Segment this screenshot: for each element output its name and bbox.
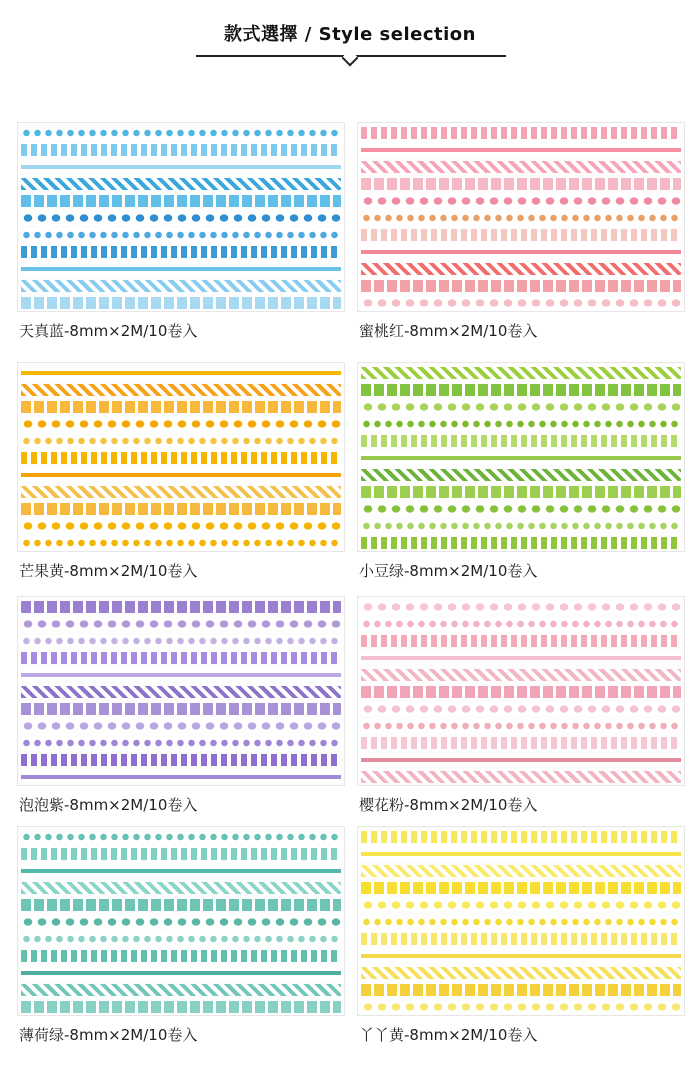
tape-strip xyxy=(361,127,681,139)
tape-strip xyxy=(21,865,341,877)
tape-swatch xyxy=(357,596,685,786)
tape-strip xyxy=(21,686,341,698)
tape-strip xyxy=(21,367,341,379)
tape-swatch xyxy=(17,362,345,552)
tape-strip xyxy=(361,280,681,292)
tape-strip xyxy=(21,933,341,945)
tape-strip xyxy=(21,737,341,749)
style-panel-mangguohuang[interactable] xyxy=(17,362,345,580)
tape-strip xyxy=(361,418,681,430)
tape-strip xyxy=(21,161,341,173)
tape-strip xyxy=(361,601,681,613)
tape-strip xyxy=(361,720,681,732)
style-label: 薄荷绿-8mm×2M/10卷入 xyxy=(19,1026,198,1044)
style-label: 天真蓝-8mm×2M/10卷入 xyxy=(19,322,198,340)
tape-strip xyxy=(361,635,681,647)
tape-strip xyxy=(361,367,681,379)
tape-strip xyxy=(21,178,341,190)
tape-strip xyxy=(361,865,681,877)
tape-strip xyxy=(21,720,341,732)
tape-swatch xyxy=(357,122,685,312)
tape-strip xyxy=(21,486,341,498)
tape-strip xyxy=(21,899,341,911)
tape-strip xyxy=(21,452,341,464)
tape-strip xyxy=(21,503,341,515)
tape-strip xyxy=(361,161,681,173)
style-label: 丫丫黄-8mm×2M/10卷入 xyxy=(359,1026,538,1044)
tape-strip xyxy=(361,703,681,715)
tape-strip xyxy=(21,229,341,241)
tape-strip xyxy=(361,144,681,156)
tape-strip xyxy=(361,899,681,911)
tape-strip xyxy=(361,384,681,396)
tape-strip xyxy=(21,635,341,647)
tape-strip xyxy=(21,384,341,396)
style-panel-mitaohong[interactable] xyxy=(357,122,685,340)
style-label: 樱花粉-8mm×2M/10卷入 xyxy=(359,796,538,814)
tape-strip xyxy=(361,401,681,413)
tape-strip xyxy=(21,831,341,843)
style-panel-yinghuafen[interactable] xyxy=(357,596,685,814)
style-panel-xiaodoulv[interactable] xyxy=(357,362,685,580)
tape-strip xyxy=(361,263,681,275)
tape-swatch xyxy=(357,362,685,552)
tape-strip xyxy=(361,212,681,224)
tape-strip xyxy=(361,848,681,860)
tape-swatch xyxy=(357,826,685,1016)
tape-strip xyxy=(21,669,341,681)
tape-strip xyxy=(21,703,341,715)
style-panel-tianzhenlan[interactable] xyxy=(17,122,345,340)
section-header xyxy=(0,0,700,70)
style-panel-yayahuang[interactable] xyxy=(357,826,685,1044)
style-label: 蜜桃红-8mm×2M/10卷入 xyxy=(359,322,538,340)
tape-strip xyxy=(21,212,341,224)
tape-swatch xyxy=(17,122,345,312)
style-panel-bohelv[interactable] xyxy=(17,826,345,1044)
tape-strip xyxy=(361,1001,681,1013)
tape-strip xyxy=(21,418,341,430)
tape-strip xyxy=(361,503,681,515)
style-label: 泡泡紫-8mm×2M/10卷入 xyxy=(19,796,198,814)
tape-strip xyxy=(21,195,341,207)
tape-strip xyxy=(21,984,341,996)
tape-strip xyxy=(21,771,341,783)
tape-strip xyxy=(21,601,341,613)
tape-strip xyxy=(361,831,681,843)
style-label: 芒果黄-8mm×2M/10卷入 xyxy=(19,562,198,580)
tape-strip xyxy=(361,652,681,664)
tape-strip xyxy=(21,297,341,309)
tape-strip xyxy=(361,435,681,447)
tape-strip xyxy=(361,933,681,945)
tape-strip xyxy=(361,469,681,481)
tape-strip xyxy=(361,882,681,894)
tape-strip xyxy=(21,435,341,447)
tape-strip xyxy=(361,686,681,698)
tape-strip xyxy=(361,520,681,532)
tape-strip xyxy=(361,669,681,681)
tape-strip xyxy=(361,486,681,498)
tape-strip xyxy=(361,178,681,190)
tape-strip xyxy=(361,297,681,309)
tape-strip xyxy=(21,950,341,962)
tape-strip xyxy=(21,144,341,156)
tape-strip xyxy=(361,537,681,549)
page-title: 款式選擇 / Style selection xyxy=(224,24,476,45)
tape-strip xyxy=(21,520,341,532)
style-panel-paopaozi[interactable] xyxy=(17,596,345,814)
tape-strip xyxy=(21,280,341,292)
tape-swatch xyxy=(17,826,345,1016)
tape-strip xyxy=(21,263,341,275)
tape-strip xyxy=(361,916,681,928)
tape-strip xyxy=(361,984,681,996)
tape-swatch xyxy=(17,596,345,786)
title-underline-notch xyxy=(342,50,359,67)
tape-strip xyxy=(361,452,681,464)
tape-strip xyxy=(21,967,341,979)
tape-strip xyxy=(21,754,341,766)
tape-strip xyxy=(21,401,341,413)
tape-strip xyxy=(21,537,341,549)
tape-strip xyxy=(361,195,681,207)
tape-strip xyxy=(361,950,681,962)
tape-strip xyxy=(361,618,681,630)
tape-strip xyxy=(361,246,681,258)
style-label: 小豆绿-8mm×2M/10卷入 xyxy=(359,562,538,580)
tape-strip xyxy=(361,771,681,783)
tape-strip xyxy=(21,618,341,630)
tape-strip xyxy=(361,229,681,241)
tape-strip xyxy=(21,1001,341,1013)
tape-strip xyxy=(21,916,341,928)
tape-strip xyxy=(21,882,341,894)
tape-strip xyxy=(21,246,341,258)
tape-strip xyxy=(21,848,341,860)
tape-strip xyxy=(361,754,681,766)
tape-strip xyxy=(21,652,341,664)
tape-strip xyxy=(21,469,341,481)
tape-strip xyxy=(21,127,341,139)
tape-strip xyxy=(361,967,681,979)
tape-strip xyxy=(361,737,681,749)
